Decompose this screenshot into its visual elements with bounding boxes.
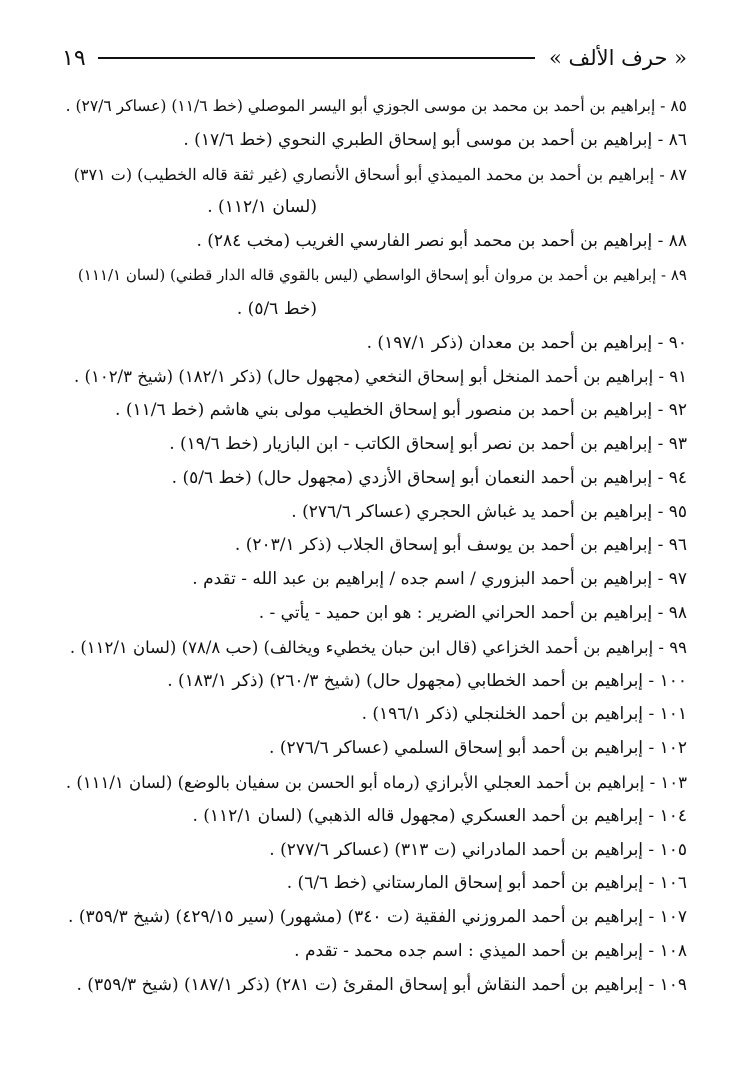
entry-line: ١٠٣ - إبراهيم بن أحمد العجلي الأبرازي (رماه أبو الحسن بن سفيان بالوضع) (لسان ١١١/١) . [65,772,687,792]
entry-line: ١٠٨ - إبراهيم بن أحمد الميذي : اسم جده محمد - تقدم . [294,940,687,961]
entry-line: ١٠٢ - إبراهيم بن أحمد أبو إسحاق السلمي (عساكر ٢٧٦/٦) . [269,738,687,759]
entry-line: ٨٧ - إبراهيم بن أحمد بن محمد الميمذي أبو أسحاق الأنصاري (غير ثقة قاله الخطيب) (ت ٣٧١) [73,164,687,184]
entry-list [62,90,687,1003]
entry-line: ٩٧ - إبراهيم بن أحمد البزوري / اسم جده / إبراهيم بن عبد الله - تقدم . [192,569,687,590]
entry-line: ١٠٩ - إبراهيم بن أحمد النقاش أبو إسحاق المقرئ (ت ٢٨١) (ذكر ١٨٧/١) (شيخ ٣٥٩/٣) . [76,974,687,995]
entry-line: ٩٦ - إبراهيم بن أحمد بن يوسف أبو إسحاق الجلاب (ذكر ٢٠٣/١) . [234,535,687,556]
entry-line: ٩٨ - إبراهيم بن أحمد الحراني الضرير : هو ابن حميد - يأتي - . [258,602,687,623]
entry-line: ٨٥ - إبراهيم بن أحمد بن محمد بن موسى الجوزي أبو اليسر الموصلي (خط ١١/٦) (عساكر ٢٧/٦) . [65,97,687,115]
entry-line: ٩٥ - إبراهيم بن أحمد يد غباش الحجري (عساكر ٢٧٦/٦) . [291,501,687,522]
entry-line: ١٠٤ - إبراهيم بن أحمد العسكري (مجهول قاله الذهبي) (لسان ١١٢/١) . [192,805,687,826]
entry-continuation: (خط ٥/٦) . [236,298,317,319]
entry-line: ٨٦ - إبراهيم بن أحمد بن موسى أبو إسحاق الطبري النحوي (خط ١٧/٦) . [183,129,687,150]
entry-line: ٨٨ - إبراهيم بن أحمد بن محمد أبو نصر الفارسي الغريب (مخب ٢٨٤) . [196,231,687,252]
page-number: ١٩ [62,45,86,71]
entry-line: ١٠١ - إبراهيم بن أحمد الخلنجلي (ذكر ١٩٦/١) . [361,704,687,725]
page-header [62,38,687,78]
entry-line: ٩٤ - إبراهيم بن أحمد النعمان أبو إسحاق الأزدي (مجهول حال) (خط ٥/٦) . [171,467,687,488]
entry-line: ١٠٦ - إبراهيم بن أحمد أبو إسحاق المارستاني (خط ٦/٦) . [286,873,687,894]
entry-continuation: (لسان ١١٢/١) . [207,197,317,218]
entry-line: ٩٩ - إبراهيم بن أحمد الخزاعي (قال ابن حبان يخطيء ويخالف) (حب ٧٨/٨) (لسان ١١٢/١) . [69,637,687,657]
entry-line: ٨٩ - إبراهيم بن أحمد بن مروان أبو إسحاق الواسطي (ليس بالقوي قاله الدار قطني) (لسان ١١١/١) [77,265,687,284]
entry-line: ١٠٠ - إبراهيم بن أحمد الخطابي (مجهول حال) (شيخ ٢٦٠/٣) (ذكر ١٨٣/١) . [167,670,687,691]
chapter-title: « حرف الألف » [548,46,687,70]
entry-line: ٩٣ - إبراهيم بن أحمد بن نصر أبو إسحاق الكاتب - ابن البازيار (خط ١٩/٦) . [169,433,687,454]
entry-line: ٩٢ - إبراهيم بن أحمد بن منصور أبو إسحاق الخطيب مولى بني هاشم (خط ١١/٦) . [115,400,687,421]
entry-line: ١٠٥ - إبراهيم بن أحمد المادراني (ت ٣١٣) (عساكر ٢٧٧/٦) . [269,839,687,860]
entry-line: ١٠٧ - إبراهيم بن أحمد المروزني الفقية (ت ٣٤٠) (مشهور) (سير ٤٢٩/١٥) (شيخ ٣٥٩/٣) . [68,907,687,928]
entry-line: ٩١ - إبراهيم بن أحمد المنخل أبو إسحاق النخعي (مجهول حال) (ذكر ١٨٢/١) (شيخ ١٠٢/٣) . [74,367,687,387]
header-rule [98,57,535,59]
entry-line: ٩٠ - إبراهيم بن أحمد بن معدان (ذكر ١٩٧/١) . [366,332,687,353]
